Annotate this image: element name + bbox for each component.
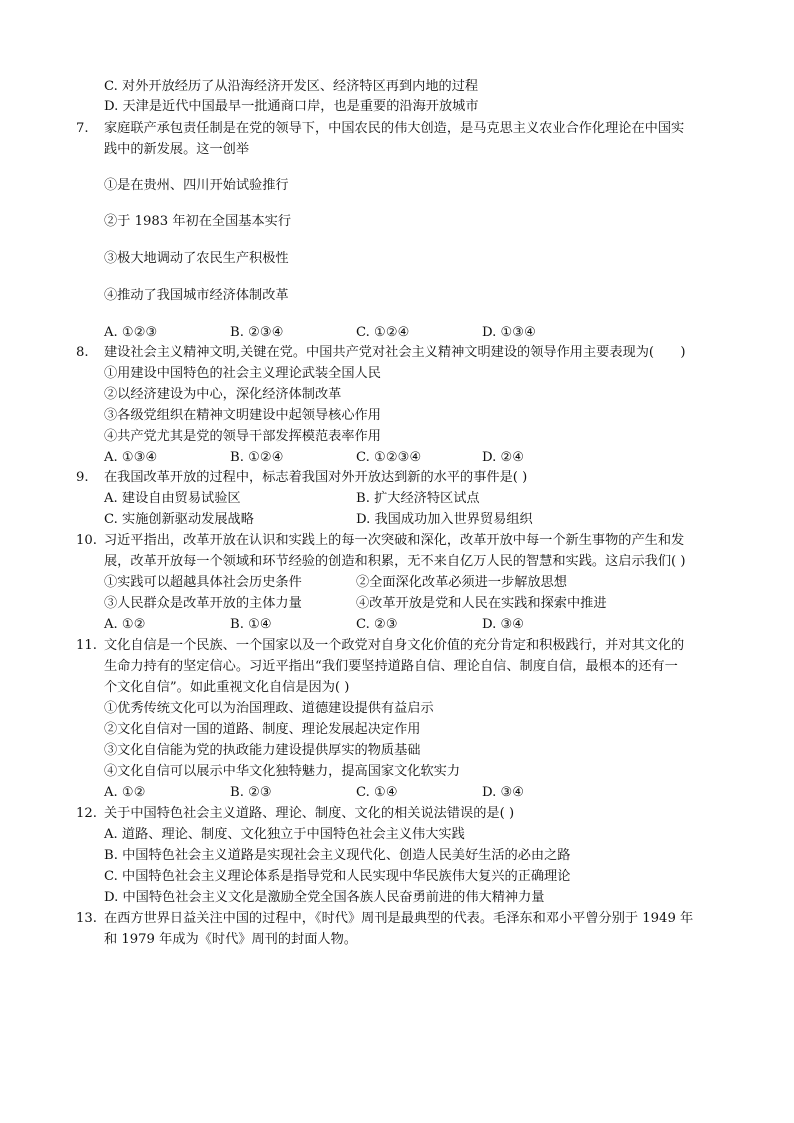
q9-option-b: B. 扩大经济特区试点 <box>356 491 480 506</box>
q11-number: 11. <box>76 638 97 653</box>
q8-statement-2: ②以经济建设为中心，深化经济体制改革 <box>104 387 342 402</box>
q8-statement-3: ③各级党组织在精神文明建设中起领导核心作用 <box>104 408 381 423</box>
q13-number: 13. <box>76 911 97 926</box>
q12-option-c: C. 中国特色社会主义理论体系是指导党和人民实现中华民族伟大复兴的正确理论 <box>104 869 571 884</box>
q9-option-a: A. 建设自由贸易试验区 <box>104 491 241 506</box>
q10-option-c: C. ②③ <box>356 617 398 632</box>
q11-statement-4: ④文化自信可以展示中华文化独特魅力，提高国家文化软实力 <box>104 764 461 779</box>
q7-option-c: C. ①②④ <box>356 325 410 340</box>
q8-number: 8. <box>76 345 89 360</box>
q11-stem-line1: 文化自信是一个民族、一个国家以及一个政党对自身文化价值的充分肯定和积极践行，并对其文化的 <box>104 638 685 653</box>
q8-statement-4: ④共产党尤其是党的领导干部发挥模范表率作用 <box>104 429 381 444</box>
q11-option-c: C. ①④ <box>356 785 398 800</box>
q11-stem-line3: 个文化自信”。如此重视文化自信是因为( ) <box>104 680 350 695</box>
q11-statement-1: ①优秀传统文化可以为治国理政、道德建设提供有益启示 <box>104 701 434 716</box>
q12-option-a: A. 道路、理论、制度、文化独立于中国特色社会主义伟大实践 <box>104 827 465 842</box>
q9-option-d: D. 我国成功加入世界贸易组织 <box>356 512 533 527</box>
q10-statement-2: ②全面深化改革必须进一步解放思想 <box>356 575 567 590</box>
q11-option-b: B. ②③ <box>230 785 272 800</box>
q11-option-d: D. ③④ <box>482 785 525 800</box>
q10-number: 10. <box>76 533 97 548</box>
q13-stem-line2: 和 1979 年成为《时代》周刊的封面人物。 <box>104 932 357 947</box>
q7-statement-4: ④推动了我国城市经济体制改革 <box>104 288 289 303</box>
q8-stem: 建设社会主义精神文明,关键在党。中国共产党对社会主义精神文明建设的领导作用主要表现为( ) <box>104 345 686 360</box>
q8-option-a: A. ①③④ <box>104 450 158 465</box>
q10-stem-line1: 习近平指出，改革开放在认识和实践上的每一次突破和深化，改革开放中每一个新生事物的产生和发 <box>104 533 685 548</box>
q10-option-d: D. ③④ <box>482 617 525 632</box>
q10-statement-1: ①实践可以超越具体社会历史条件 <box>104 575 302 590</box>
q7-option-d: D. ①③④ <box>482 325 536 340</box>
q7-number: 7. <box>76 121 89 136</box>
q7-option-b: B. ②③④ <box>230 325 284 340</box>
q8-option-b: B. ①②④ <box>230 450 284 465</box>
q8-option-c: C. ①②③④ <box>356 450 422 465</box>
q10-option-a: A. ①② <box>104 617 146 632</box>
q12-number: 12. <box>76 806 97 821</box>
q11-stem-line2: 生命力持有的坚定信心。习近平指出“我们要坚持道路自信、理论自信、制度自信，最根本的还有一 <box>104 659 678 674</box>
q13-stem-line1: 在西方世界日益关注中国的过程中，《时代》周刊是最典型的代表。毛泽东和邓小平曾分别于 1949 年 <box>104 911 694 926</box>
q9-number: 9. <box>76 470 89 485</box>
q7-stem-line2: 践中的新发展。这一创举 <box>104 142 250 157</box>
q7-option-a: A. ①②③ <box>104 325 158 340</box>
q11-statement-3: ③文化自信能为党的执政能力建设提供厚实的物质基础 <box>104 743 421 758</box>
q11-statement-2: ②文化自信对一国的道路、制度、理论发展起决定作用 <box>104 722 421 737</box>
q8-option-d: D. ②④ <box>482 450 525 465</box>
q10-stem-line2: 展，改革开放每一个领域和环节经验的创造和积累，无不来自亿万人民的智慧和实践。这启示我们( ) <box>104 554 686 569</box>
q11-option-a: A. ①② <box>104 785 146 800</box>
q7-statement-2: ②于 1983 年初在全国基本实行 <box>104 214 292 229</box>
q12-stem: 关于中国特色社会主义道路、理论、制度、文化的相关说法错误的是( ) <box>104 806 515 821</box>
q12-option-d: D. 中国特色社会主义文化是激励全党全国各族人民奋勇前进的伟大精神力量 <box>104 890 545 905</box>
q8-statement-1: ①用建设中国特色的社会主义理论武装全国人民 <box>104 366 381 381</box>
q6-option-c: C. 对外开放经历了从沿海经济开发区、经济特区再到内地的过程 <box>104 79 479 94</box>
q10-option-b: B. ①④ <box>230 617 272 632</box>
q6-option-d: D. 天津是近代中国最早一批通商口岸，也是重要的沿海开放城市 <box>104 99 479 114</box>
q7-statement-3: ③极大地调动了农民生产积极性 <box>104 251 289 266</box>
q10-statement-4: ④改革开放是党和人民在实践和探索中推进 <box>356 596 607 611</box>
q9-option-c: C. 实施创新驱动发展战略 <box>104 512 254 527</box>
q10-statement-3: ③人民群众是改革开放的主体力量 <box>104 596 302 611</box>
q12-option-b: B. 中国特色社会主义道路是实现社会主义现代化、创造人民美好生活的必由之路 <box>104 848 571 863</box>
q7-stem-line1: 家庭联产承包责任制是在党的领导下，中国农民的伟大创造，是马克思主义农业合作化理论在中国实 <box>104 121 685 136</box>
q7-statement-1: ①是在贵州、四川开始试验推行 <box>104 178 289 193</box>
q9-stem: 在我国改革开放的过程中，标志着我国对外开放达到新的水平的事件是( ) <box>104 470 528 485</box>
